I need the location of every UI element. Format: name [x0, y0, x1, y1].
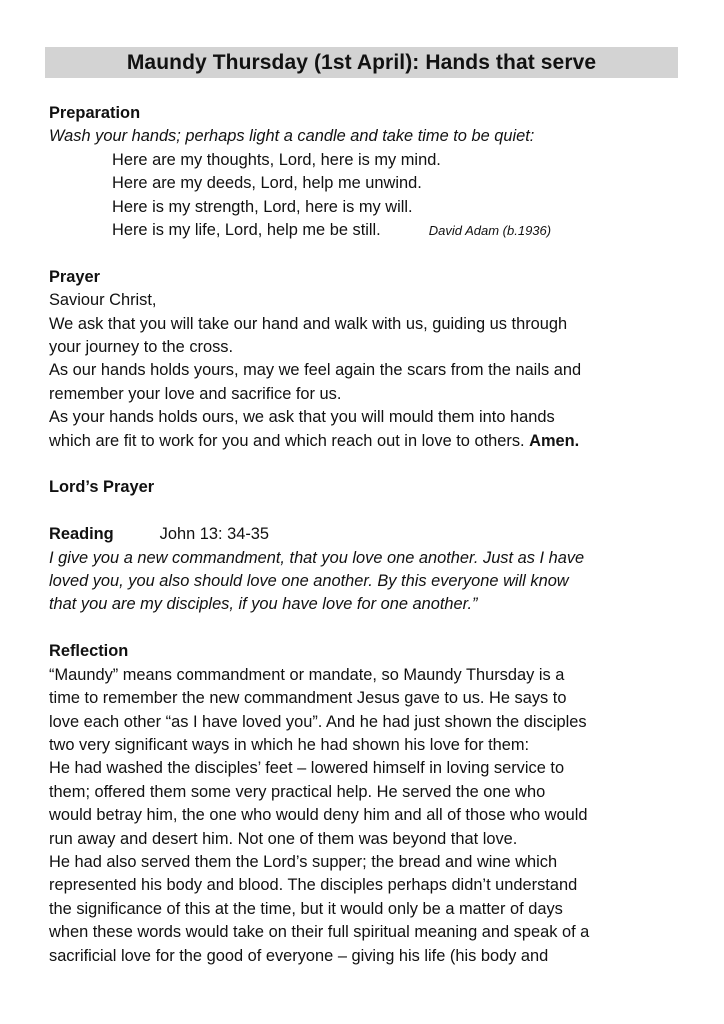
reading-line: that you are my disciples, if you have love for one another.”	[49, 595, 478, 614]
reflection-line: the significance of this at the time, but it would only be a matter of days	[49, 899, 563, 918]
verse-line: Here is my strength, Lord, here is my will.	[112, 197, 413, 216]
prayer-line: As our hands holds yours, may we feel again the scars from the nails and	[49, 361, 582, 380]
reflection-line: them; offered them some very practical help. He served the one who	[49, 782, 546, 801]
preparation-heading: Preparation	[49, 104, 141, 122]
spacer	[49, 242, 689, 265]
prayer-heading: Prayer	[49, 267, 101, 286]
prayer-line: remember your love and sacrifice for us.	[49, 384, 342, 403]
reflection-line: He had also served them the Lord’s supper; the bread and wine which	[49, 852, 558, 871]
spacer	[49, 617, 689, 640]
amen: Amen.	[529, 431, 580, 450]
prayer-line: your journey to the cross.	[49, 338, 234, 357]
lords-prayer-heading: Lord’s Prayer	[49, 478, 155, 497]
prayer-line: which are fit to work for you and which reach out in love to others.	[49, 431, 525, 450]
reflection-line: would betray him, the one who would deny him and all of those who would	[49, 806, 588, 825]
verse-line: Here are my deeds, Lord, help me unwind.	[112, 174, 422, 193]
document-body	[49, 102, 689, 968]
spacer	[49, 453, 689, 476]
reflection-line: love each other “as I have loved you”. And he had just shown the disciples	[49, 712, 587, 731]
verse-line: Here are my thoughts, Lord, here is my mind.	[112, 150, 441, 169]
reflection-line: time to remember the new commandment Jesus gave to us. He says to	[49, 689, 567, 708]
prayer-line: We ask that you will take our hand and walk with us, guiding us through	[49, 314, 568, 333]
reflection-line: two very significant ways in which he had shown his love for them:	[49, 735, 530, 754]
reading-line: loved you, you also should love one another. By this everyone will know	[49, 572, 569, 591]
reflection-line: He had washed the disciples’ feet – lowered himself in loving service to	[49, 759, 565, 778]
reflection-line: “Maundy” means commandment or mandate, so Maundy Thursday is a	[49, 665, 565, 684]
verse-line-with-attribution	[49, 219, 689, 242]
verse-attribution: David Adam (b.1936)	[428, 223, 552, 239]
reflection-line: run away and desert him. Not one of them was beyond that love.	[49, 829, 518, 848]
reading-heading: Reading	[49, 525, 114, 544]
prayer-line: Saviour Christ,	[49, 291, 157, 310]
reading-reference: John 13: 34-35	[159, 525, 270, 544]
reflection-line: represented his body and blood. The disciples perhaps didn’t understand	[49, 876, 578, 895]
preparation-instruction: Wash your hands; perhaps light a candle and take time to be quiet:	[49, 127, 535, 146]
prayer-last-line	[49, 430, 689, 453]
reflection-line: when these words would take on their full spiritual meaning and speak of a	[49, 923, 590, 942]
prayer-line: As your hands holds ours, we ask that you will mould them into hands	[49, 408, 555, 427]
title-banner	[45, 47, 678, 78]
reflection-heading: Reflection	[49, 642, 129, 661]
reading-line: I give you a new commandment, that you love one another. Just as I have	[49, 548, 585, 567]
reading-header	[49, 523, 689, 546]
spacer	[49, 500, 689, 523]
page-title: Maundy Thursday (1st April): Hands that serve	[126, 50, 597, 74]
reflection-line: sacrificial love for the good of everyone – giving his life (his body and	[49, 946, 549, 965]
verse-line: Here is my life, Lord, help me be still.	[112, 221, 381, 240]
